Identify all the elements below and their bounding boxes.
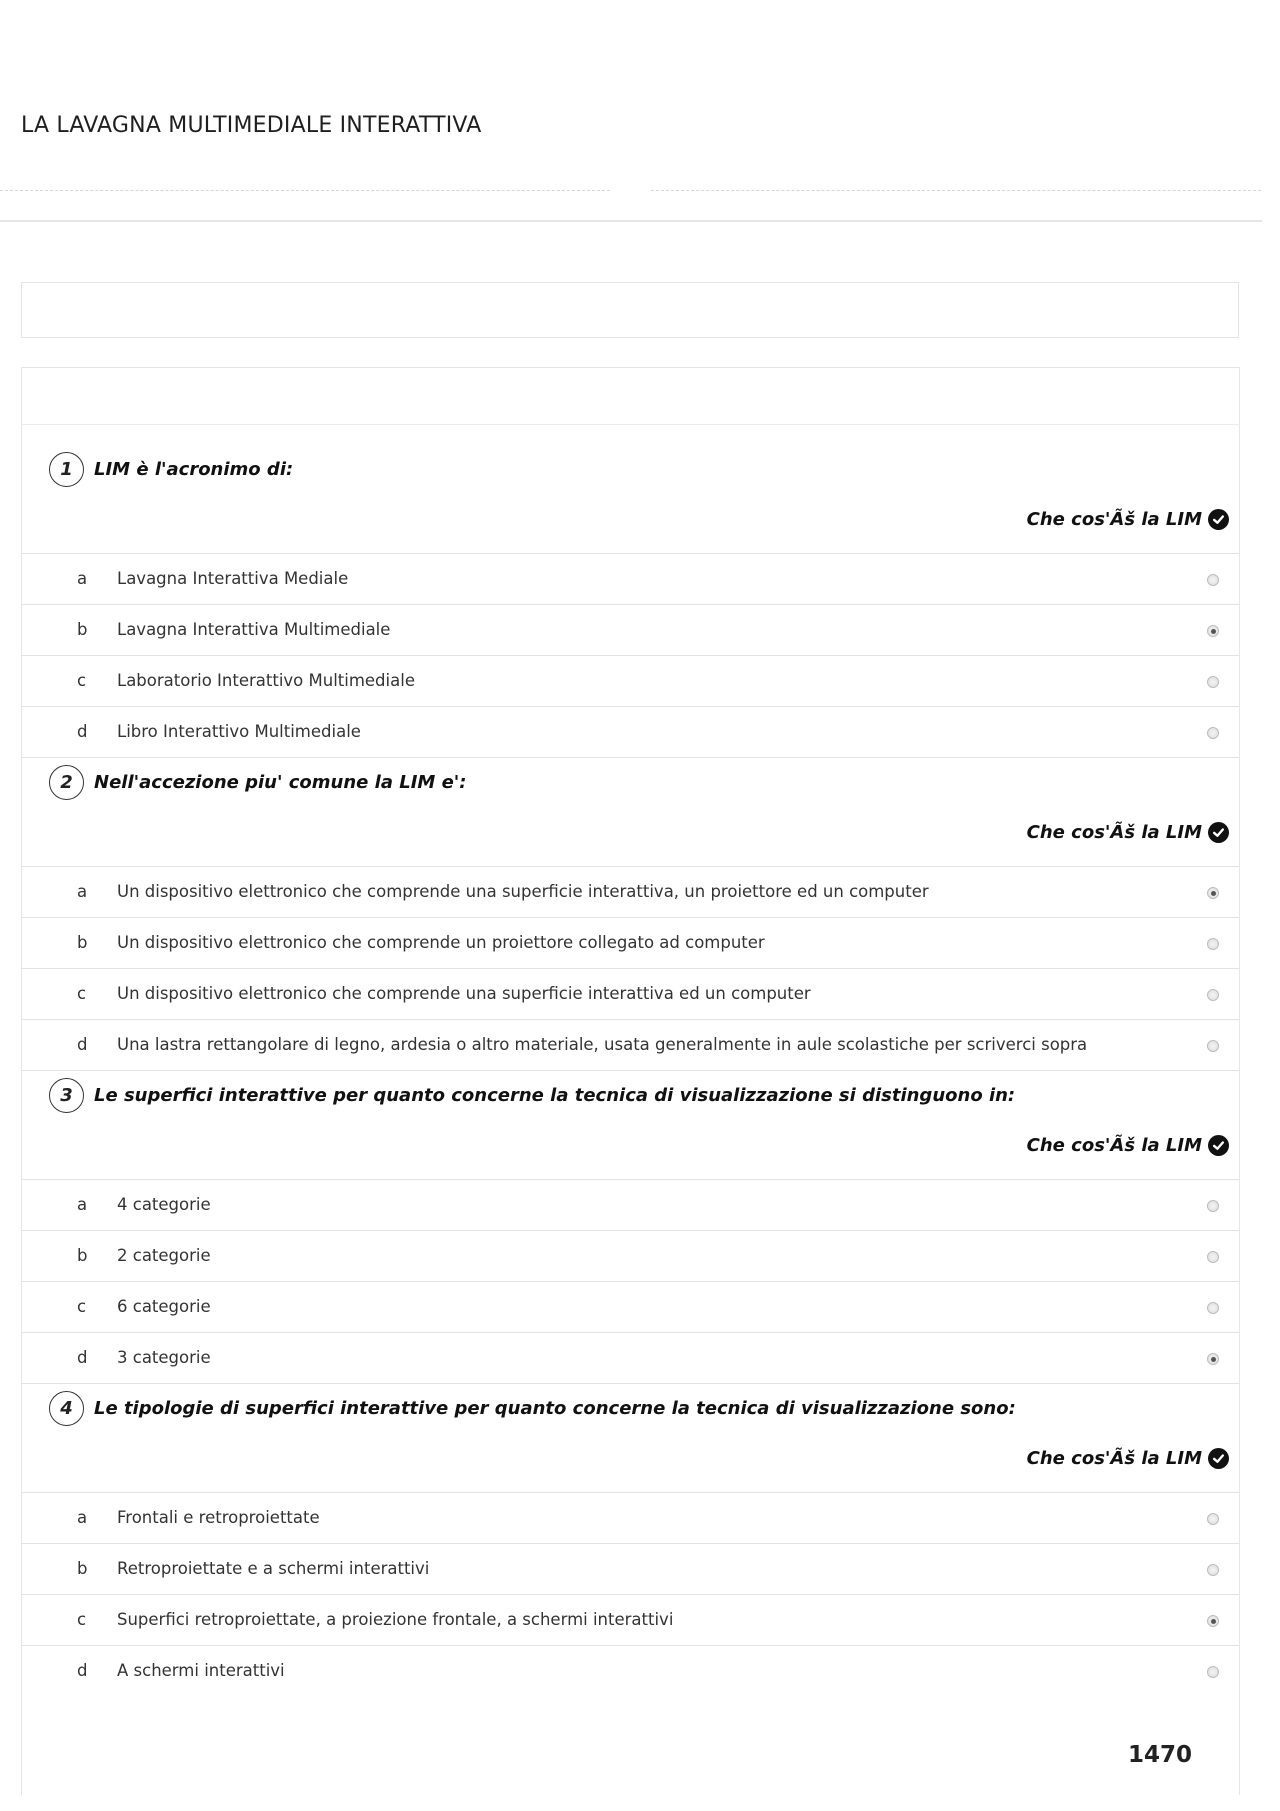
option-radio[interactable] bbox=[1207, 989, 1219, 1001]
option-text: Lavagna Interattiva Mediale bbox=[117, 569, 349, 588]
page-number: 1470 bbox=[1128, 1742, 1193, 1768]
question-number-badge: 1 bbox=[49, 452, 84, 487]
option-text: 4 categorie bbox=[117, 1195, 211, 1214]
option-text: 6 categorie bbox=[117, 1297, 211, 1316]
answer-option-b[interactable] bbox=[22, 1544, 1239, 1595]
answer-option-c[interactable] bbox=[22, 656, 1239, 707]
empty-header-box bbox=[21, 282, 1239, 338]
question-4 bbox=[22, 1383, 1239, 1696]
option-letter: d bbox=[77, 1035, 88, 1054]
option-letter: a bbox=[77, 882, 88, 901]
category-text: Che cos'Ãš la LIM bbox=[1026, 1135, 1202, 1156]
option-text: Laboratorio Interattivo Multimediale bbox=[117, 671, 415, 690]
option-radio[interactable] bbox=[1207, 1200, 1219, 1212]
check-circle-icon bbox=[1208, 509, 1229, 530]
answer-option-d[interactable] bbox=[22, 1020, 1239, 1070]
option-letter: b bbox=[77, 1559, 88, 1578]
panel-header-border bbox=[21, 424, 1240, 425]
option-radio[interactable] bbox=[1207, 1615, 1219, 1627]
answer-option-b[interactable] bbox=[22, 918, 1239, 969]
question-category-row bbox=[22, 806, 1239, 867]
option-letter: c bbox=[77, 1610, 87, 1629]
answer-option-a[interactable] bbox=[22, 1493, 1239, 1544]
option-radio[interactable] bbox=[1207, 1040, 1219, 1052]
category-label bbox=[1027, 509, 1229, 530]
option-letter: a bbox=[77, 1508, 88, 1527]
question-category-row bbox=[22, 1432, 1239, 1493]
option-letter: b bbox=[77, 1246, 88, 1265]
option-text: A schermi interattivi bbox=[117, 1661, 285, 1680]
answer-option-c[interactable] bbox=[22, 1595, 1239, 1646]
question-3 bbox=[22, 1070, 1239, 1383]
check-circle-icon bbox=[1208, 1448, 1229, 1469]
option-text: 3 categorie bbox=[117, 1348, 211, 1367]
option-text: Superfici retroproiettate, a proiezione frontale, a schermi interattivi bbox=[117, 1610, 674, 1629]
option-letter: d bbox=[77, 1661, 88, 1680]
check-circle-icon bbox=[1208, 1135, 1229, 1156]
option-text: 2 categorie bbox=[117, 1246, 211, 1265]
option-letter: b bbox=[77, 620, 88, 639]
question-header bbox=[22, 758, 1239, 806]
option-radio[interactable] bbox=[1207, 1513, 1219, 1525]
option-letter: c bbox=[77, 1297, 87, 1316]
question-number-badge: 4 bbox=[49, 1391, 84, 1426]
option-radio[interactable] bbox=[1207, 574, 1219, 586]
option-radio[interactable] bbox=[1207, 1302, 1219, 1314]
question-number-badge: 2 bbox=[49, 765, 84, 800]
option-text: Libro Interattivo Multimediale bbox=[117, 722, 361, 741]
option-letter: b bbox=[77, 933, 88, 952]
answer-option-d[interactable] bbox=[22, 1646, 1239, 1696]
answer-option-c[interactable] bbox=[22, 969, 1239, 1020]
option-letter: a bbox=[77, 1195, 88, 1214]
option-radio[interactable] bbox=[1207, 676, 1219, 688]
answer-option-b[interactable] bbox=[22, 605, 1239, 656]
option-radio[interactable] bbox=[1207, 1564, 1219, 1576]
question-header bbox=[22, 445, 1239, 493]
option-text: Una lastra rettangolare di legno, ardesia o altro materiale, usata generalmente in aule scolastiche per scriverci sopra bbox=[117, 1035, 1088, 1054]
answer-option-a[interactable] bbox=[22, 1180, 1239, 1231]
category-text: Che cos'Ãš la LIM bbox=[1026, 509, 1202, 530]
answer-option-a[interactable] bbox=[22, 554, 1239, 605]
question-1 bbox=[22, 445, 1239, 757]
option-text: Un dispositivo elettronico che comprende una superficie interattiva, un proiettore ed un computer bbox=[117, 882, 929, 901]
question-text: Le superfici interattive per quanto concerne la tecnica di visualizzazione si distinguono in: bbox=[94, 1085, 1016, 1106]
category-label bbox=[1027, 822, 1229, 843]
option-radio[interactable] bbox=[1207, 625, 1219, 637]
option-letter: d bbox=[77, 722, 88, 741]
answer-option-d[interactable] bbox=[22, 707, 1239, 757]
category-label bbox=[1027, 1135, 1229, 1156]
answer-option-d[interactable] bbox=[22, 1333, 1239, 1383]
check-circle-icon bbox=[1208, 822, 1229, 843]
answer-option-b[interactable] bbox=[22, 1231, 1239, 1282]
option-text: Frontali e retroproiettate bbox=[117, 1508, 320, 1527]
header-rule bbox=[0, 220, 1262, 222]
question-text: Le tipologie di superfici interattive per quanto concerne la tecnica di visualizzazione sono: bbox=[94, 1398, 1016, 1419]
answer-option-a[interactable] bbox=[22, 867, 1239, 918]
option-letter: c bbox=[77, 671, 87, 690]
category-text: Che cos'Ãš la LIM bbox=[1026, 822, 1202, 843]
question-number-badge: 3 bbox=[49, 1078, 84, 1113]
question-header bbox=[22, 1071, 1239, 1119]
panel-top-border bbox=[21, 367, 1240, 368]
option-text: Retroproiettate e a schermi interattivi bbox=[117, 1559, 430, 1578]
option-letter: d bbox=[77, 1348, 88, 1367]
option-radio[interactable] bbox=[1207, 938, 1219, 950]
option-radio[interactable] bbox=[1207, 1666, 1219, 1678]
question-list bbox=[22, 445, 1239, 1696]
divider-dashed-left bbox=[0, 190, 610, 191]
page-title: LA LAVAGNA MULTIMEDIALE INTERATTIVA bbox=[21, 113, 482, 138]
answer-option-c[interactable] bbox=[22, 1282, 1239, 1333]
category-text: Che cos'Ãš la LIM bbox=[1026, 1448, 1202, 1469]
option-radio[interactable] bbox=[1207, 727, 1219, 739]
question-header bbox=[22, 1384, 1239, 1432]
question-2 bbox=[22, 757, 1239, 1070]
option-text: Un dispositivo elettronico che comprende una superficie interattiva ed un computer bbox=[117, 984, 811, 1003]
option-letter: a bbox=[77, 569, 88, 588]
divider-dashed-right bbox=[651, 190, 1261, 191]
option-text: Lavagna Interattiva Multimediale bbox=[117, 620, 391, 639]
option-radio[interactable] bbox=[1207, 1251, 1219, 1263]
option-text: Un dispositivo elettronico che comprende un proiettore collegato ad computer bbox=[117, 933, 765, 952]
option-radio[interactable] bbox=[1207, 1353, 1219, 1365]
category-label bbox=[1027, 1448, 1229, 1469]
option-letter: c bbox=[77, 984, 87, 1003]
question-text: LIM è l'acronimo di: bbox=[94, 459, 294, 480]
question-text: Nell'accezione piu' comune la LIM e': bbox=[94, 772, 467, 793]
question-category-row bbox=[22, 493, 1239, 554]
option-radio[interactable] bbox=[1207, 887, 1219, 899]
question-category-row bbox=[22, 1119, 1239, 1180]
